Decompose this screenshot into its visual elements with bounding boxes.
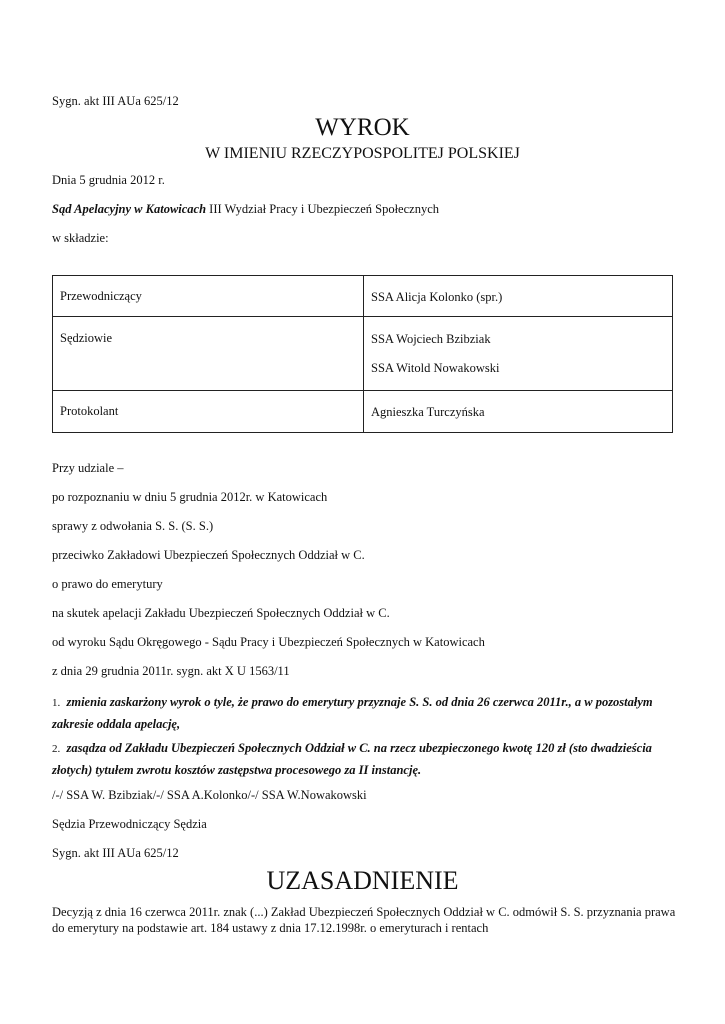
justification-paragraph: Decyzją z dnia 16 czerwca 2011r. znak (...) Zakład Ubezpieczeń Społecznych Oddział w C. odmówił S. S. przyznania prawa do emerytury na podstawie art. 184 ustawy z dnia 17.12.1998r. o emeryturach i rentach — [52, 905, 676, 935]
document-subtitle: W IMIENIU RZECZYPOSPOLITEJ POLSKIEJ — [205, 145, 520, 162]
role-label: Protokolant — [60, 404, 119, 418]
role-label: Przewodniczący — [60, 289, 142, 303]
signatures-line: /-/ SSA W. Bzibziak/-/ SSA A.Kolonko/-/ SSA W.Nowakowski — [52, 788, 367, 802]
clerk-name: Agnieszka Turczyńska — [371, 405, 485, 419]
table-row — [53, 391, 673, 433]
court-line — [52, 201, 439, 217]
names-cell — [364, 276, 673, 317]
case-line: z dnia 29 grudnia 2011r. sygn. akt X U 1563/11 — [52, 664, 290, 678]
table-row — [53, 276, 673, 317]
judge-name: SSA Witold Nowakowski — [371, 361, 500, 375]
role-cell — [53, 317, 364, 391]
ruling-point — [52, 738, 674, 781]
case-line: Przy udziale – — [52, 461, 124, 475]
ruling-text: zmienia zaskarżony wyrok o tyle, że prawo do emerytury przyznaje S. S. od dnia 26 czerwca 2011r., a w pozostałym zakresie oddala apelację, — [52, 695, 653, 731]
role-cell — [53, 391, 364, 433]
document-title: WYROK — [315, 114, 410, 141]
names-cell — [364, 391, 673, 433]
case-line: od wyroku Sądu Okręgowego - Sądu Pracy i Ubezpieczeń Społecznych w Katowicach — [52, 635, 485, 649]
signature-roles: Sędzia Przewodniczący Sędzia — [52, 817, 207, 831]
table-row — [53, 317, 673, 391]
case-line: po rozpoznaniu w dniu 5 grudnia 2012r. w Katowicach — [52, 490, 328, 504]
case-line: na skutek apelacji Zakładu Ubezpieczeń Społecznych Oddział w C. — [52, 606, 390, 620]
case-line: przeciwko Zakładowi Ubezpieczeń Społecznych Oddział w C. — [52, 548, 365, 562]
role-label: Sędziowie — [60, 331, 113, 345]
ruling-number: 2. — [52, 743, 61, 755]
judge-name: SSA Wojciech Bzibziak — [371, 332, 491, 346]
judgment-date: Dnia 5 grudnia 2012 r. — [52, 173, 165, 187]
case-line: sprawy z odwołania S. S. (S. S.) — [52, 519, 214, 533]
justification-title: UZASADNIENIE — [266, 866, 459, 895]
ruling-number: 1. — [52, 697, 61, 709]
names-cell — [364, 317, 673, 391]
ruling-text: zasądza od Zakładu Ubezpieczeń Społecznych Oddział w C. na rzecz ubezpieczonego kwotę 120 zł (sto dwadzieścia złotych) tytułem zwrotu kosztów zastępstwa procesowego za II instancję. — [52, 741, 652, 777]
ruling-point — [52, 692, 674, 735]
court-name: Sąd Apelacyjny w Katowicach — [52, 202, 207, 216]
composition-table — [52, 275, 673, 433]
role-cell — [53, 276, 364, 317]
court-division: III Wydział Pracy i Ubezpieczeń Społecznych — [206, 202, 439, 216]
judge-name: SSA Alicja Kolonko (spr.) — [371, 290, 503, 304]
case-signature: Sygn. akt III AUa 625/12 — [52, 94, 179, 108]
case-line: o prawo do emerytury — [52, 577, 163, 591]
composition-label: w składzie: — [52, 231, 109, 245]
case-signature-2: Sygn. akt III AUa 625/12 — [52, 846, 179, 860]
